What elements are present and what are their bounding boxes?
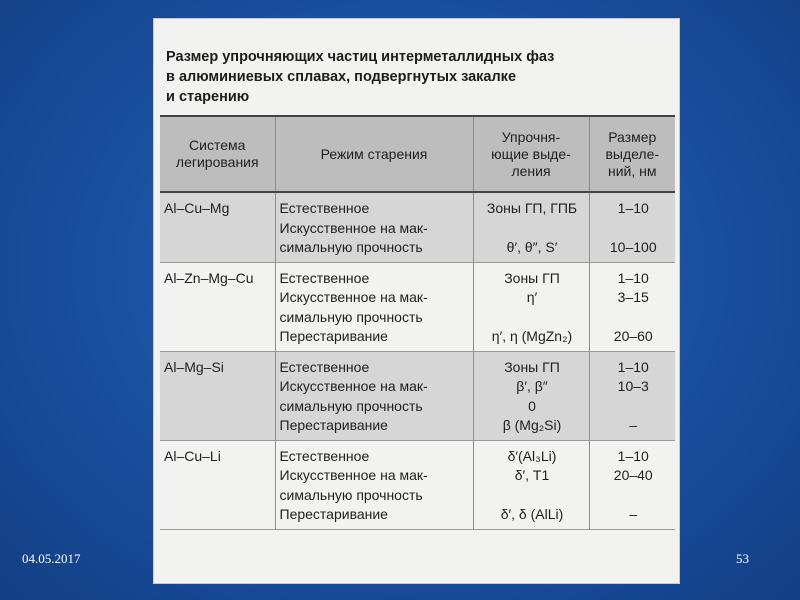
cell-system: Al–Cu–Mg <box>160 192 275 262</box>
slide-date: 04.05.2017 <box>22 551 81 566</box>
cell-size: 1–10 10–100 <box>589 192 675 262</box>
cell-size: 1–10 20–40 – <box>589 440 675 529</box>
header-phases: Упрочня- ющие выде- ления <box>473 116 589 192</box>
cell-phases: Зоны ГП η′ η′, η (MgZn₂) <box>473 262 589 351</box>
title-line: в алюминиевых сплавах, подвергнутых закалке <box>166 69 517 85</box>
header-size: Размер выделе- ний, нм <box>589 116 675 192</box>
cell-size: 1–10 3–15 20–60 <box>589 262 675 351</box>
cell-mode: Естественное Искусственное на мак- симальную прочность <box>275 192 473 262</box>
table-row <box>160 351 675 440</box>
cell-mode: Естественное Искусственное на мак- симальную прочность Перестаривание <box>275 440 473 529</box>
cell-system: Al–Zn–Mg–Cu <box>164 269 254 286</box>
table-row <box>160 192 675 262</box>
cell-phases: Зоны ГП, ГПБ θ′, θ″, S′ <box>473 192 589 262</box>
cell-size: 1–10 10–3 – <box>589 351 675 440</box>
cell-phases: Зоны ГП β′, β″ 0 β (Mg₂Si) <box>473 351 589 440</box>
cell-system: Al–Mg–Si <box>160 351 275 440</box>
title-line: Размер упрочняющих частиц интерметаллидных фаз <box>166 49 555 65</box>
slide-page-number: 53 <box>736 551 749 566</box>
table-row <box>160 262 675 351</box>
cell-mode: Естественное Искусственное на мак- симальную прочность Перестаривание <box>275 351 473 440</box>
header-mode: Режим старения <box>275 116 473 192</box>
scanned-table-image <box>153 18 680 584</box>
table-row <box>160 440 675 529</box>
cell-system: Al–Cu–Li <box>164 447 221 464</box>
title-line: и старению <box>166 89 250 105</box>
header-system: Система легирования <box>160 116 275 192</box>
cell-mode: Естественное Искусственное на мак- симальную прочность Перестаривание <box>275 262 473 351</box>
table-title <box>166 47 671 107</box>
cell-phases: δ′(Al₃Li) δ′, T1 δ′, δ (AlLi) <box>473 440 589 529</box>
data-table <box>160 115 675 530</box>
table-header-row <box>160 116 675 192</box>
